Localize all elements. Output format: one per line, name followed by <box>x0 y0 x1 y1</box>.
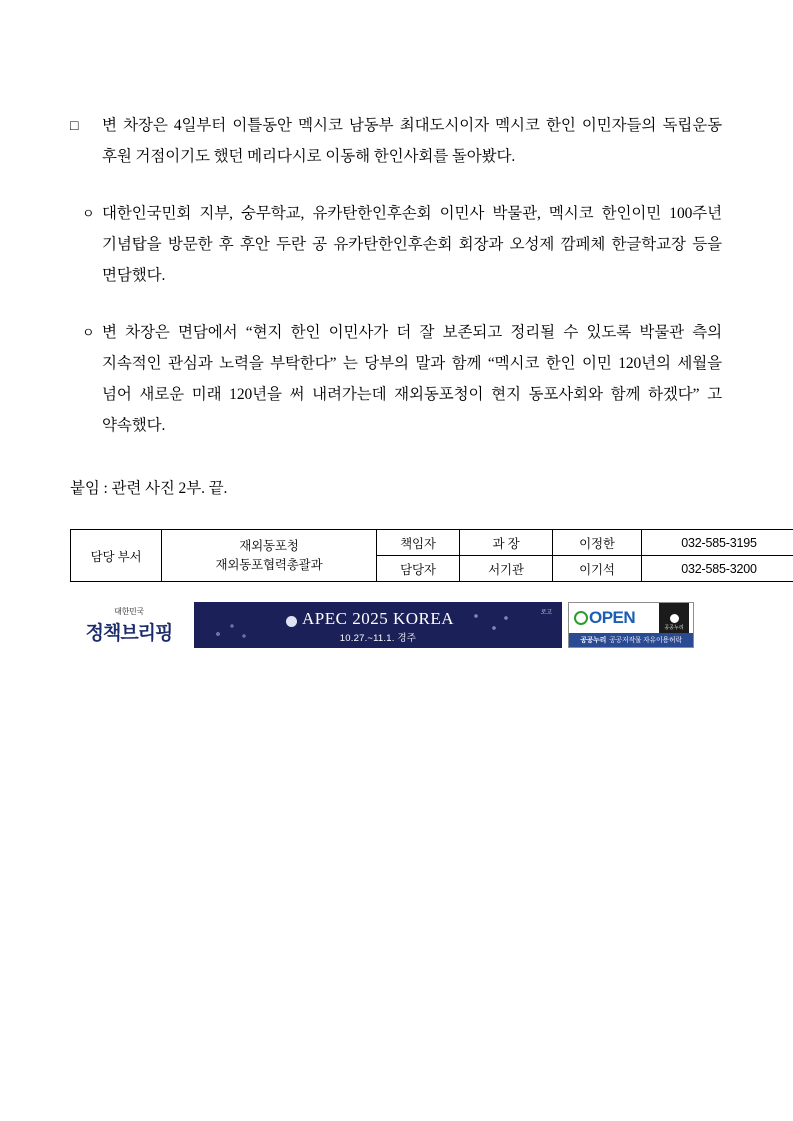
open-bottom-left: 공공누리 <box>580 637 607 644</box>
title-cell: 서기관 <box>460 556 553 582</box>
open-bottom-right: 공공저작물 자유이용허락 <box>609 637 682 644</box>
apec-title: APEC 2025 KOREA <box>301 609 454 628</box>
person-cell: 이정한 <box>553 530 642 556</box>
brand-main-text: 정책브리핑 <box>85 622 173 644</box>
phone-cell: 032-585-3195 <box>642 530 793 556</box>
apec-banner[interactable] <box>194 602 562 648</box>
bullet-square-marker: □ <box>70 117 79 133</box>
open-badge-text: 공공누리 <box>664 625 684 631</box>
document-body <box>70 110 757 648</box>
paragraph-block <box>70 110 722 172</box>
paragraph-block <box>70 317 722 441</box>
open-banner-top <box>569 603 693 633</box>
open-banner-bottom <box>569 633 693 647</box>
title-cell: 과 장 <box>460 530 553 556</box>
paragraph-text: 변 차장은 면담에서 “현지 한인 이민사가 더 잘 보존되고 정리될 수 있도록 박물관 측의 지속적인 관심과 노력을 부탁한다” 는 당부의 말과 함께 “멕시코 한인 이민 120년의 세월을 넘어 새로운 미래 120년을 써 내려가는데 재외동포청이 현지 동포사회와 함께 하겠다” 고 약속했다. <box>102 324 722 434</box>
open-o-icon <box>574 611 588 625</box>
bullet-circle-marker: ㅇ <box>82 325 95 340</box>
dept-name-line1: 재외동포청 <box>239 538 299 553</box>
open-word-text: OPEN <box>589 608 636 627</box>
dept-label-cell: 담당 부서 <box>71 530 162 582</box>
apec-subtitle: 10.27.~11.1. 경주 <box>339 633 417 644</box>
contact-table <box>70 529 793 582</box>
phone-cell: 032-585-3200 <box>642 556 793 582</box>
paragraph-block <box>70 198 722 291</box>
paragraph-text: 대한인국민회 지부, 숭무학교, 유카탄한인후손회 이민사 박물관, 멕시코 한인이민 100주년 기념탑을 방문한 후 후안 두란 공 유카탄한인후손회 회장과 오성제 깜페체 한글학교장 등을 면담했다. <box>102 205 722 284</box>
apec-corner-tag: 로고 <box>540 610 552 616</box>
attachment-note: 붙임 : 관련 사진 2부. 끝. <box>70 480 228 497</box>
policy-briefing-logo <box>70 602 188 648</box>
open-wordmark <box>574 608 635 628</box>
open-badge-icon <box>659 603 689 633</box>
dept-name-line2: 재외동포협력총괄과 <box>215 557 323 572</box>
brand-top-text: 대한민국 <box>114 606 144 616</box>
role-cell: 담당자 <box>377 556 460 582</box>
paragraph-text: 변 차장은 4일부터 이틀동안 멕시코 남동부 최대도시이자 멕시코 한인 이민자들의 독립운동 후원 거점이기도 했던 메리다시로 이동해 한인사회를 돌아봤다. <box>102 117 722 165</box>
open-license-banner[interactable] <box>568 602 694 648</box>
role-cell: 책임자 <box>377 530 460 556</box>
person-icon <box>670 614 679 623</box>
table-row <box>71 530 793 556</box>
footer-banners <box>70 602 712 648</box>
dept-name-cell <box>162 530 377 582</box>
person-cell: 이기석 <box>553 556 642 582</box>
bullet-circle-marker: ㅇ <box>82 206 95 221</box>
